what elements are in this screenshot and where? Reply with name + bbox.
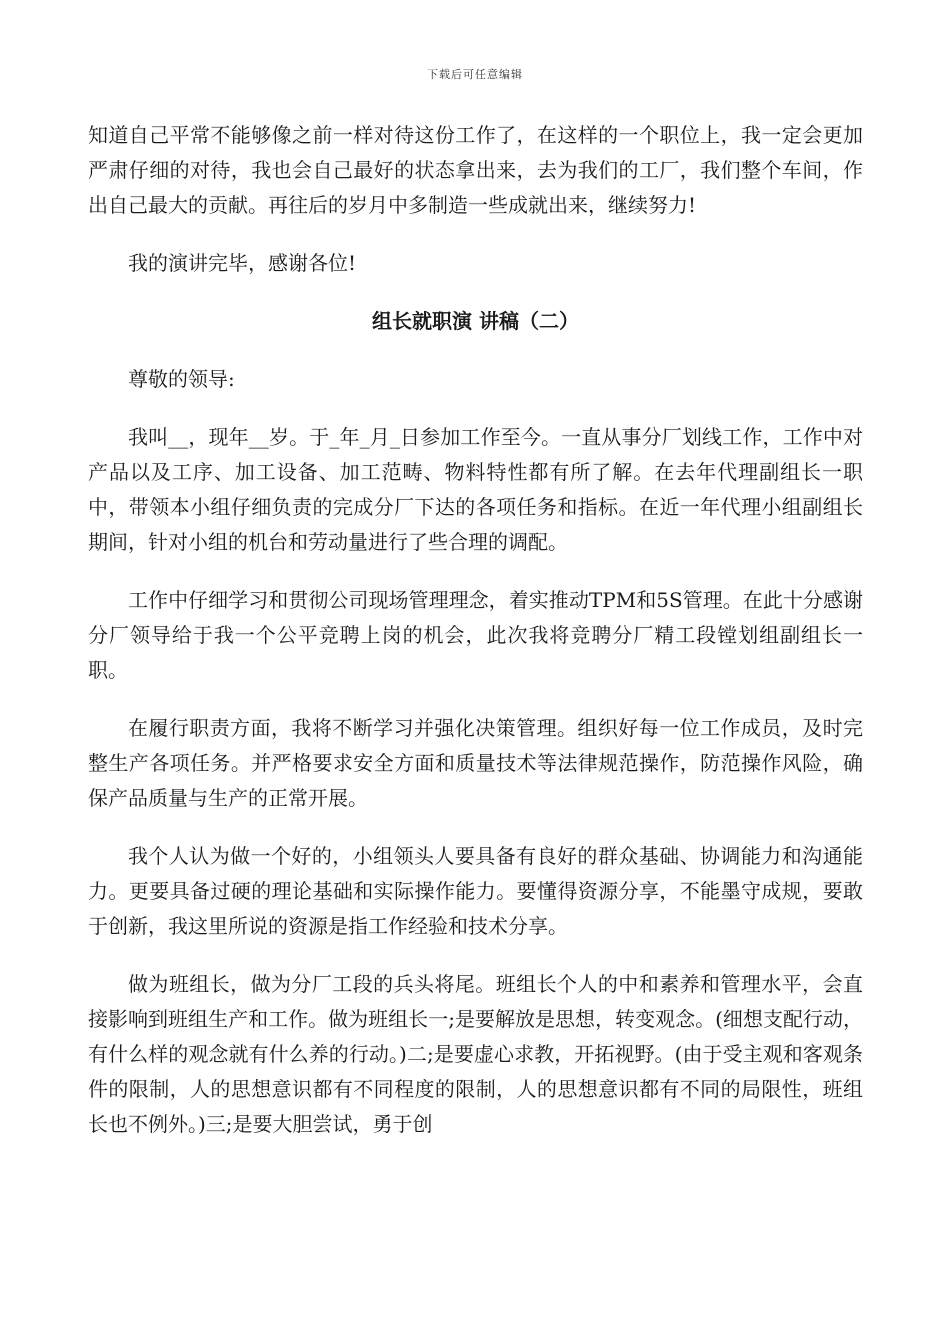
paragraph-continuation: 知道自己平常不能够像之前一样对待这份工作了，在这样的一个职位上，我一定会更加严肃仔细的对待，我也会自己最好的状态拿出来，去为我们的工厂，我们整个车间，作出自己最大的贡献。再往后的岁月中多制造一些成就出来，继续努力! [88, 123, 863, 217]
document-body [88, 118, 863, 1165]
paragraph-duties: 在履行职责方面，我将不断学习并强化决策管理。组织好每一位工作成员，及时完整生产各项任务。并严格要求安全方面和质量技术等法律规范操作，防范操作风险，确保产品质量与生产的正常开展。 [88, 716, 863, 810]
paragraph-introduction: 我叫__，现年__岁。于_年_月_日参加工作至今。一直从事分厂划线工作，工作中对产品以及工序、加工设备、加工范畴、物料特性都有所了解。在去年代理副组长一职中，带领本小组仔细负责的完成分厂下达的各项任务和指标。在近一年代理小组副组长期间，针对小组的机台和劳动量进行了些合理的调配。 [88, 425, 863, 554]
paragraph-closing: 我的演讲完毕，感谢各位! [128, 251, 357, 275]
section-title: 组长就职演 讲稿（二） [372, 309, 579, 333]
paragraph-salutation: 尊敬的领导: [128, 367, 235, 391]
paragraph-leadership: 我个人认为做一个好的，小组领头人要具备有良好的群众基础、协调能力和沟通能力。更要具备过硬的理论基础和实际操作能力。要懂得资源分享，不能墨守成规，要敢于创新，我这里所说的资源是指工作经验和技术分享。 [88, 844, 863, 938]
paragraph-team-leader: 做为班组长，做为分厂工段的兵头将尾。班组长个人的中和素养和管理水平，会直接影响到班组生产和工作。做为班组长一;是要解放是思想，转变观念。(细想支配行动，有什么样的观念就有什么养的行动。)二;是要虚心求教，开拓视野。(由于受主观和客观条件的限制，人的思想意识都有不同程度的限制，人的思想意识都有不同的局限性，班组长也不例外。)三;是要大胆尝试，勇于创 [88, 972, 863, 1136]
paragraph-management: 工作中仔细学习和贯彻公司现场管理理念，着实推动TPM和5S管理。在此十分感谢分厂领导给于我一个公平竞聘上岗的机会，此次我将竞聘分厂精工段镗划组副组长一职。 [88, 588, 863, 682]
page-header: 下载后可任意编辑 [427, 68, 523, 81]
